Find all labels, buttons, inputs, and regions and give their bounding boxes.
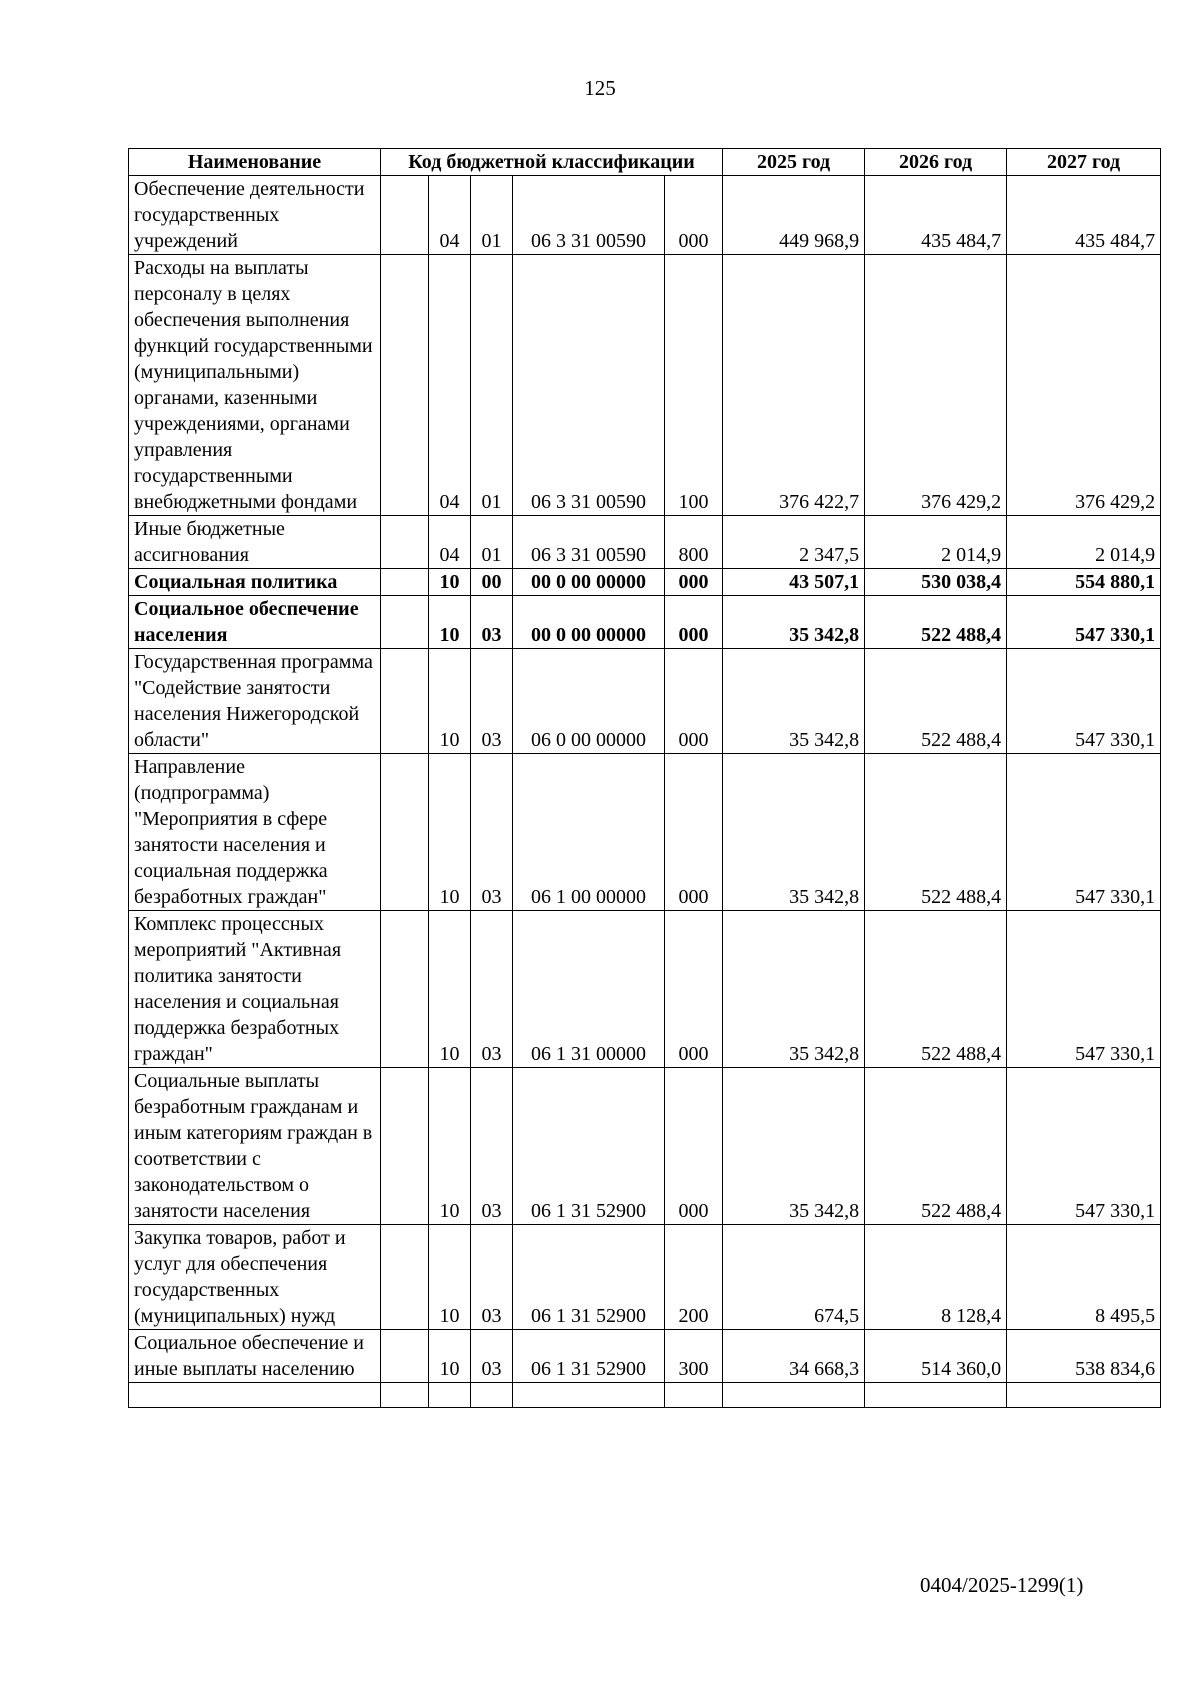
row-section: 10 [429, 1068, 471, 1225]
table-row [129, 255, 1161, 516]
row-2026: 514 360,0 [865, 1330, 1007, 1383]
table-row [129, 1225, 1161, 1330]
row-target-code: 06 1 00 00000 [513, 754, 665, 911]
row-blank-code [381, 569, 429, 596]
row-2026: 376 429,2 [865, 255, 1007, 516]
row-subsection: 00 [471, 569, 513, 596]
row-section: 10 [429, 1330, 471, 1383]
row-section: 10 [429, 911, 471, 1068]
table-row [129, 911, 1161, 1068]
row-2026: 435 484,7 [865, 176, 1007, 255]
row-section: 10 [429, 649, 471, 754]
row-expense-type: 000 [665, 911, 723, 1068]
page-number: 125 [584, 76, 616, 100]
row-subsection: 01 [471, 516, 513, 569]
row-section: 10 [429, 754, 471, 911]
row-expense-type: 100 [665, 255, 723, 516]
row-2026: 530 038,4 [865, 569, 1007, 596]
row-2026: 8 128,4 [865, 1225, 1007, 1330]
row-expense-type: 000 [665, 754, 723, 911]
row-name: Социальное обеспечение и иные выплаты населению [129, 1330, 381, 1383]
table-row [129, 1330, 1161, 1383]
row-subsection: 03 [471, 1330, 513, 1383]
empty-cell [429, 1383, 471, 1408]
empty-cell [471, 1383, 513, 1408]
row-2026: 522 488,4 [865, 754, 1007, 911]
row-expense-type: 000 [665, 649, 723, 754]
empty-row [129, 1383, 1161, 1408]
row-blank-code [381, 596, 429, 649]
row-2025: 674,5 [723, 1225, 865, 1330]
row-name: Комплекс процессных мероприятий "Активная политика занятости населения и социальная поддержка безработных граждан" [129, 911, 381, 1068]
empty-cell [129, 1383, 381, 1408]
row-target-code: 06 1 31 00000 [513, 911, 665, 1068]
row-blank-code [381, 1225, 429, 1330]
row-blank-code [381, 516, 429, 569]
row-subsection: 03 [471, 754, 513, 911]
row-name: Социальное обеспечение населения [129, 596, 381, 649]
table-row [129, 596, 1161, 649]
row-name: Расходы на выплаты персоналу в целях обеспечения выполнения функций государственными (муниципальными) органами, казенными учреждениями, органами управления государственными внебюджетными фондами [129, 255, 381, 516]
table-row [129, 569, 1161, 596]
table-row [129, 1068, 1161, 1225]
row-subsection: 01 [471, 255, 513, 516]
row-blank-code [381, 649, 429, 754]
row-subsection: 03 [471, 649, 513, 754]
row-subsection: 03 [471, 596, 513, 649]
row-expense-type: 000 [665, 1068, 723, 1225]
row-target-code: 00 0 00 00000 [513, 596, 665, 649]
row-section: 04 [429, 255, 471, 516]
row-2026: 522 488,4 [865, 649, 1007, 754]
header-2026: 2026 год [865, 149, 1007, 176]
row-target-code: 06 1 31 52900 [513, 1330, 665, 1383]
row-2026: 522 488,4 [865, 596, 1007, 649]
row-2027: 554 880,1 [1007, 569, 1161, 596]
row-name: Иные бюджетные ассигнования [129, 516, 381, 569]
row-2025: 449 968,9 [723, 176, 865, 255]
row-name: Закупка товаров, работ и услуг для обеспечения государственных (муниципальных) нужд [129, 1225, 381, 1330]
row-name: Государственная программа "Содействие занятости населения Нижегородской области" [129, 649, 381, 754]
row-blank-code [381, 911, 429, 1068]
row-2027: 547 330,1 [1007, 649, 1161, 754]
row-section: 04 [429, 176, 471, 255]
row-expense-type: 000 [665, 596, 723, 649]
row-2026: 522 488,4 [865, 911, 1007, 1068]
row-name: Социальная политика [129, 569, 381, 596]
row-target-code: 00 0 00 00000 [513, 569, 665, 596]
row-2027: 376 429,2 [1007, 255, 1161, 516]
row-2025: 43 507,1 [723, 569, 865, 596]
table-row [129, 649, 1161, 754]
row-2027: 435 484,7 [1007, 176, 1161, 255]
row-subsection: 03 [471, 911, 513, 1068]
header-name: Наименование [129, 149, 381, 176]
row-section: 10 [429, 569, 471, 596]
row-target-code: 06 1 31 52900 [513, 1225, 665, 1330]
row-blank-code [381, 754, 429, 911]
row-2027: 538 834,6 [1007, 1330, 1161, 1383]
row-2025: 35 342,8 [723, 596, 865, 649]
empty-cell [1007, 1383, 1161, 1408]
row-expense-type: 000 [665, 176, 723, 255]
row-blank-code [381, 1330, 429, 1383]
row-name: Направление (подпрограмма) "Мероприятия в сфере занятости населения и социальная поддержка безработных граждан" [129, 754, 381, 911]
row-target-code: 06 3 31 00590 [513, 516, 665, 569]
document-code: 0404/2025-1299(1) [920, 1573, 1084, 1597]
row-name: Социальные выплаты безработным гражданам и иным категориям граждан в соответствии с законодательством о занятости населения [129, 1068, 381, 1225]
row-name: Обеспечение деятельности государственных учреждений [129, 176, 381, 255]
row-expense-type: 300 [665, 1330, 723, 1383]
row-section: 10 [429, 596, 471, 649]
row-blank-code [381, 255, 429, 516]
row-2027: 547 330,1 [1007, 911, 1161, 1068]
row-section: 10 [429, 1225, 471, 1330]
row-2027: 2 014,9 [1007, 516, 1161, 569]
row-2027: 8 495,5 [1007, 1225, 1161, 1330]
table-row [129, 516, 1161, 569]
row-2026: 2 014,9 [865, 516, 1007, 569]
header-code: Код бюджетной классификации [381, 149, 723, 176]
row-target-code: 06 1 31 52900 [513, 1068, 665, 1225]
row-blank-code [381, 176, 429, 255]
row-2025: 35 342,8 [723, 911, 865, 1068]
row-section: 04 [429, 516, 471, 569]
row-2025: 34 668,3 [723, 1330, 865, 1383]
row-2027: 547 330,1 [1007, 1068, 1161, 1225]
header-2025: 2025 год [723, 149, 865, 176]
row-2025: 35 342,8 [723, 1068, 865, 1225]
empty-cell [381, 1383, 429, 1408]
row-subsection: 03 [471, 1225, 513, 1330]
row-target-code: 06 0 00 00000 [513, 649, 665, 754]
table-row [129, 754, 1161, 911]
row-target-code: 06 3 31 00590 [513, 255, 665, 516]
empty-cell [723, 1383, 865, 1408]
empty-cell [865, 1383, 1007, 1408]
row-2025: 2 347,5 [723, 516, 865, 569]
row-expense-type: 800 [665, 516, 723, 569]
row-2025: 376 422,7 [723, 255, 865, 516]
header-2027: 2027 год [1007, 149, 1161, 176]
row-2027: 547 330,1 [1007, 596, 1161, 649]
row-2025: 35 342,8 [723, 649, 865, 754]
header-row [129, 149, 1161, 176]
empty-cell [665, 1383, 723, 1408]
row-subsection: 03 [471, 1068, 513, 1225]
row-subsection: 01 [471, 176, 513, 255]
row-2026: 522 488,4 [865, 1068, 1007, 1225]
row-expense-type: 200 [665, 1225, 723, 1330]
row-2027: 547 330,1 [1007, 754, 1161, 911]
row-target-code: 06 3 31 00590 [513, 176, 665, 255]
row-2025: 35 342,8 [723, 754, 865, 911]
row-expense-type: 000 [665, 569, 723, 596]
empty-cell [513, 1383, 665, 1408]
budget-table [128, 148, 1161, 1408]
row-blank-code [381, 1068, 429, 1225]
table-row [129, 176, 1161, 255]
